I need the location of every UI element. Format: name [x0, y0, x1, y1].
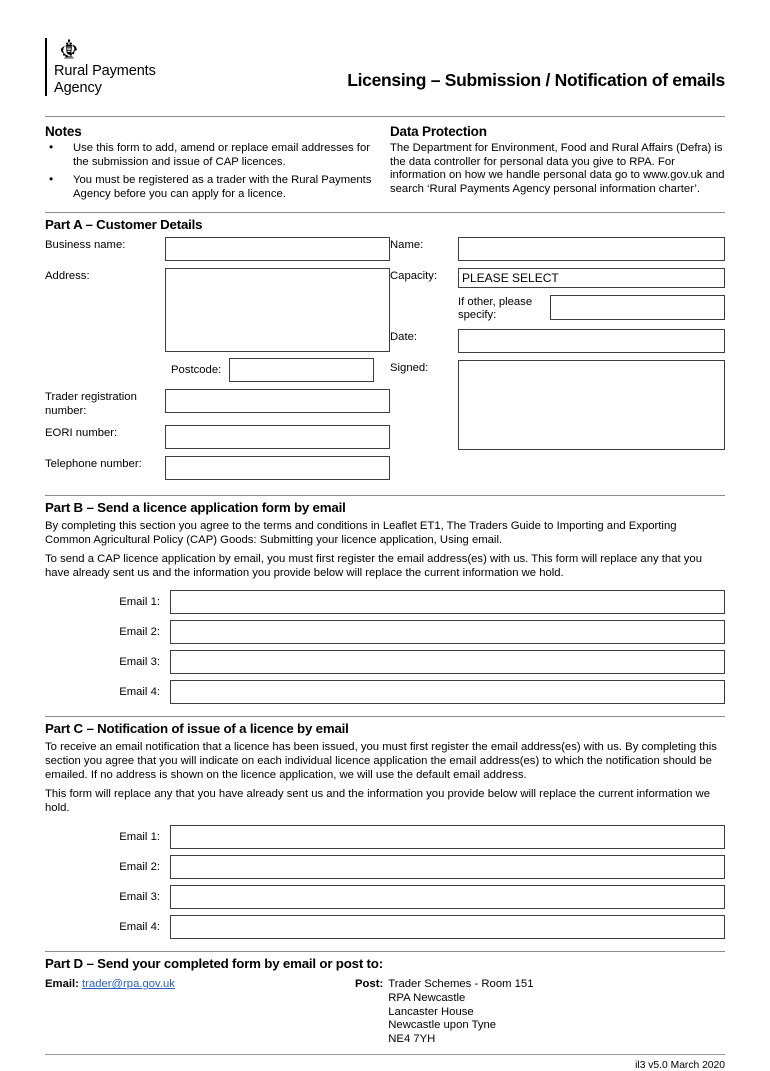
logo-vertical-rule	[45, 38, 47, 96]
eori-input[interactable]	[165, 425, 390, 449]
name-input[interactable]	[458, 237, 725, 261]
part-c-email-3-label: Email 3:	[119, 891, 160, 904]
part-b-paragraph-1: By completing this section you agree to the terms and conditions in Leaflet ET1, The Traders Guide to Importing and Exporting Common Agricultural Policy (CAP) Goods: Submitting your licence application, Using email.	[45, 519, 677, 546]
part-d-post-label: Post:	[355, 978, 384, 991]
business-name-input[interactable]	[165, 237, 390, 261]
part-b-email-1-row	[45, 590, 725, 614]
if-other-row	[458, 295, 725, 321]
capacity-selected-value: PLEASE SELECT	[462, 270, 559, 285]
date-label: Date:	[390, 330, 418, 343]
post-address-line: Lancaster House	[388, 1005, 474, 1018]
part-b-email-3-row	[45, 650, 725, 674]
name-row	[390, 237, 725, 261]
part-d-email-block	[45, 978, 355, 1046]
notes-list	[45, 142, 380, 201]
business-name-row	[45, 237, 390, 261]
data-protection-body: The Department for Environment, Food and Rural Affairs (Defra) is the data controller for personal data you give to RPA. For information on how we handle personal data go to www.gov.uk and search ‘Rural Payments Agency personal information charter’.	[390, 142, 725, 195]
part-b-email-2-label: Email 2:	[119, 626, 160, 639]
notes-and-data-protection	[45, 117, 725, 212]
part-b-email-4-input[interactable]	[170, 680, 725, 704]
trader-registration-input[interactable]	[165, 389, 390, 413]
date-input[interactable]	[458, 329, 725, 353]
telephone-input[interactable]	[165, 456, 390, 480]
part-c-email-3-input[interactable]	[170, 885, 725, 909]
if-other-input[interactable]	[550, 295, 725, 320]
contact-email-link[interactable]: trader@rpa.gov.uk	[82, 978, 175, 991]
part-b-email-4-label: Email 4:	[119, 686, 160, 699]
signed-label: Signed:	[390, 361, 429, 374]
page-title: Licensing – Submission / Notification of emails	[347, 70, 725, 90]
capacity-select[interactable]	[458, 268, 725, 288]
brand-line-1: Rural Payments	[54, 63, 156, 79]
postcode-input[interactable]	[229, 358, 374, 382]
divider-part-d	[45, 951, 725, 952]
part-c-email-2-row	[45, 855, 725, 879]
part-c-heading: Part C – Notification of issue of a licence by email	[45, 721, 349, 737]
footer-version: il3 v5.0 March 2020	[635, 1060, 725, 1071]
address-label: Address:	[45, 270, 90, 283]
telephone-label: Telephone number:	[45, 457, 142, 470]
divider-part-b	[45, 495, 725, 496]
royal-crest-icon	[54, 38, 84, 60]
part-b-email-2-row	[45, 620, 725, 644]
data-protection-section	[390, 124, 725, 206]
part-b-email-4-row	[45, 680, 725, 704]
divider-part-c	[45, 716, 725, 717]
post-address-lines	[388, 978, 533, 1046]
postcode-label: Postcode:	[171, 364, 222, 377]
date-row	[390, 329, 725, 353]
if-other-label: If other, please specify:	[458, 296, 533, 321]
page-header	[45, 0, 725, 116]
part-c-email-3-row	[45, 885, 725, 909]
post-address-line: Trader Schemes - Room 151	[388, 978, 534, 991]
address-input[interactable]	[165, 268, 390, 352]
part-b-email-2-input[interactable]	[170, 620, 725, 644]
business-name-label: Business name:	[45, 239, 126, 252]
telephone-row	[45, 456, 390, 480]
data-protection-heading: Data Protection	[390, 124, 487, 139]
part-c-email-fields	[45, 821, 725, 951]
list-item: • You must be registered as a trader with the Rural Payments Agency before you can apply for a licence.	[45, 174, 380, 201]
divider-part-a	[45, 212, 725, 213]
notes-heading: Notes	[45, 124, 82, 139]
capacity-label: Capacity:	[390, 270, 438, 283]
part-b-paragraph-2: To send a CAP licence application by email, you must first register the email address(es) with us. This form will replace any that you have already sent us and the information you provide below will replace the current information we hold.	[45, 553, 702, 579]
part-a-body	[45, 237, 725, 495]
part-d-heading: Part D – Send your completed form by email or post to:	[45, 956, 383, 972]
signed-input[interactable]	[458, 360, 725, 450]
notes-section	[45, 124, 390, 206]
part-c-paragraph-2: This form will replace any that you have already sent us and the information you provide below will replace the current information we hold.	[45, 788, 710, 814]
post-address-line: Newcastle upon Tyne	[388, 1019, 497, 1032]
part-b-email-1-label: Email 1:	[119, 596, 160, 609]
part-d-email-label: Email:	[45, 978, 79, 991]
capacity-row	[390, 268, 725, 288]
part-a-heading: Part A – Customer Details	[45, 217, 203, 233]
address-row	[45, 268, 390, 352]
part-c-email-4-row	[45, 915, 725, 939]
part-c-email-1-input[interactable]	[170, 825, 725, 849]
part-c-email-4-input[interactable]	[170, 915, 725, 939]
part-a-right-column	[390, 237, 725, 487]
part-a-left-column	[45, 237, 390, 487]
list-item: • Use this form to add, amend or replace email addresses for the submission and issue of CAP licences.	[45, 142, 380, 169]
part-b-email-1-input[interactable]	[170, 590, 725, 614]
part-d-post-block	[355, 978, 725, 1046]
signed-row	[390, 360, 725, 450]
part-d-body	[45, 976, 725, 1054]
post-address-line: RPA Newcastle	[388, 991, 466, 1004]
part-b-email-fields	[45, 586, 725, 716]
part-b-email-3-input[interactable]	[170, 650, 725, 674]
post-address-line: NE4 7YH	[388, 1032, 436, 1045]
part-c-email-1-row	[45, 825, 725, 849]
postcode-row	[165, 358, 390, 382]
eori-label: EORI number:	[45, 426, 118, 439]
part-c-paragraph-1: To receive an email notification that a licence has been issued, you must first register the email address(es) with us. By completing this section you agree that you will indicate on each individual licence application the email address(es) to which the notification should be emailed. If no address is shown on the licence application, we will use the default email address.	[45, 741, 717, 781]
part-b-email-3-label: Email 3:	[119, 656, 160, 669]
name-label: Name:	[390, 239, 424, 252]
part-c-email-2-input[interactable]	[170, 855, 725, 879]
trader-registration-row	[45, 389, 390, 418]
part-c-email-1-label: Email 1:	[119, 831, 160, 844]
part-c-email-2-label: Email 2:	[119, 861, 160, 874]
part-b-heading: Part B – Send a licence application form by email	[45, 499, 346, 515]
part-c-email-4-label: Email 4:	[119, 921, 160, 934]
eori-row	[45, 425, 390, 449]
trader-registration-label: Trader registration number:	[45, 391, 137, 417]
brand-line-2: Agency	[54, 79, 102, 96]
